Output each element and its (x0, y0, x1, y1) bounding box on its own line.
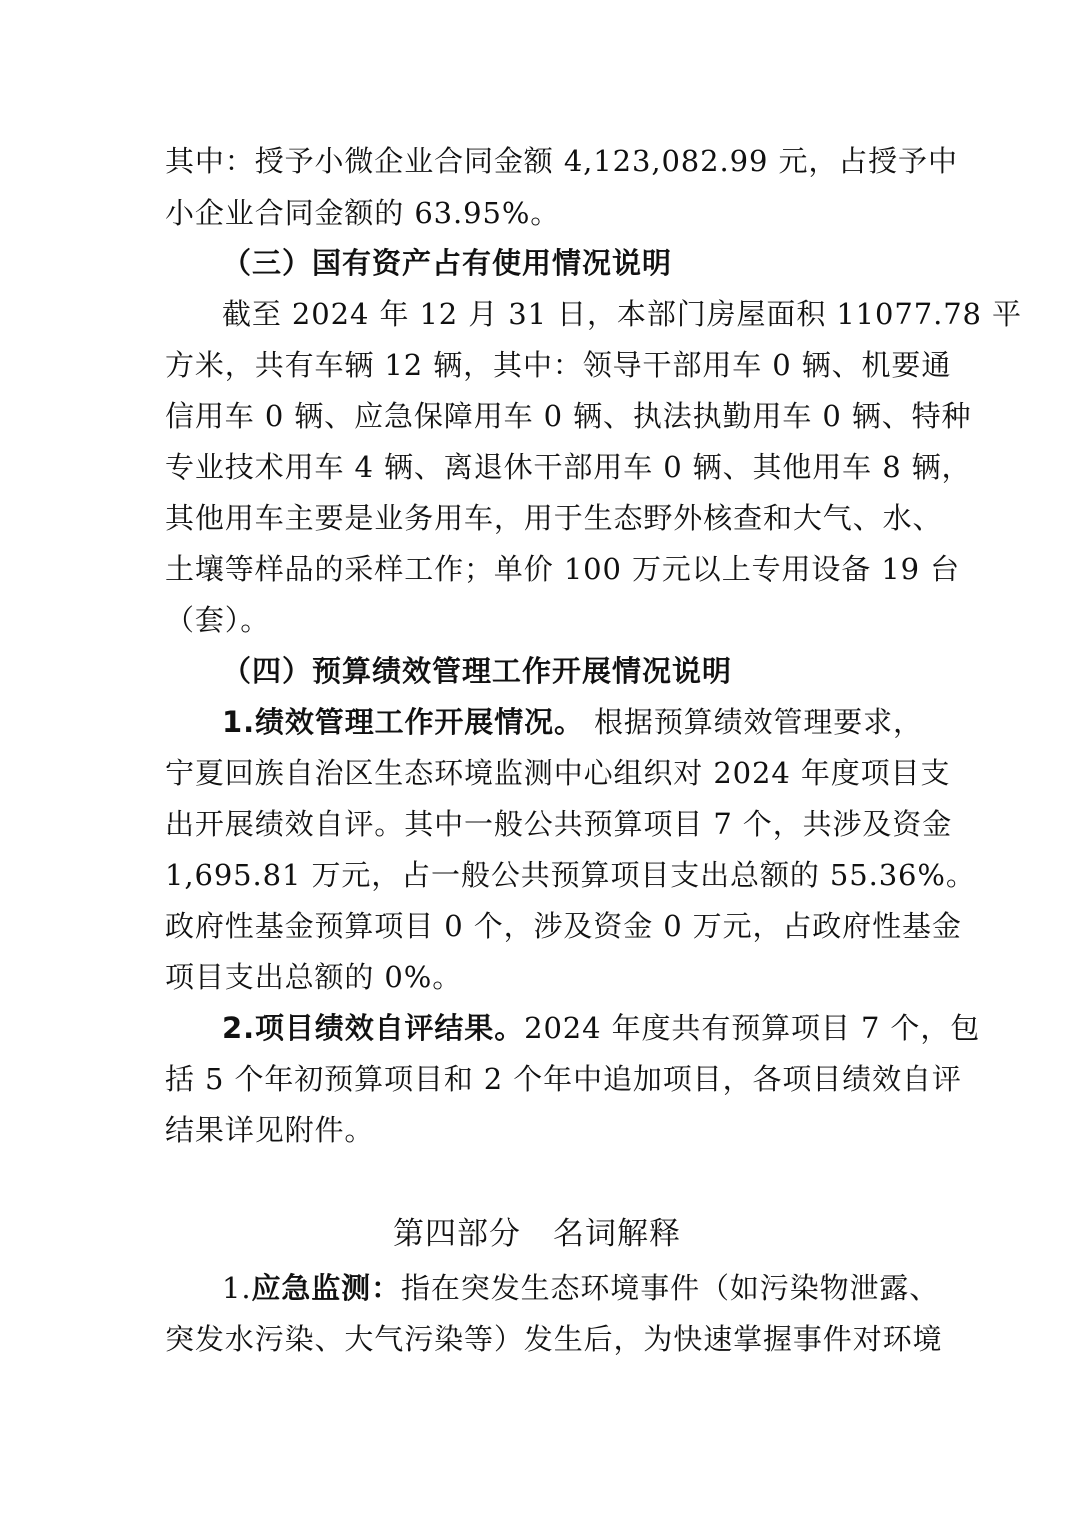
section-heading-4: （四）预算绩效管理工作开展情况说明 (222, 654, 733, 688)
body-line: 专业技术用车 4 辆、离退休干部用车 0 辆、其他用车 8 辆， (165, 450, 972, 484)
body-line: 政府性基金预算项目 0 个，涉及资金 0 万元，占政府性基金 (165, 909, 962, 943)
paragraph-1-text: 根据预算绩效管理要求， (583, 705, 923, 739)
body-line: 其他用车主要是业务用车，用于生态野外核查和大气、水、 (165, 501, 943, 535)
paragraph-2-first-line (222, 1010, 981, 1046)
body-line: 突发水污染、大气污染等）发生后，为快速掌握事件对环境 (165, 1322, 943, 1356)
body-line: 方米，共有车辆 12 辆，其中：领导干部用车 0 辆、机要通 (165, 348, 952, 382)
body-line: （套）。 (165, 603, 271, 637)
body-line: 项目支出总额的 0%。 (165, 960, 463, 994)
body-line: 出开展绩效自评。其中一般公共预算项目 7 个，共涉及资金 (165, 807, 953, 841)
paragraph-2-lead: 2.项目绩效自评结果。 (222, 1011, 525, 1045)
term-1-text: 指在突发生态环境事件（如污染物泄露、 (401, 1271, 940, 1305)
paragraph-1-first-line (222, 704, 923, 740)
term-1-first-line (222, 1270, 940, 1306)
paragraph-2-text: 2024 年度共有预算项目 7 个，包 (524, 1011, 981, 1045)
body-line: 其中：授予小微企业合同金额 4,123,082.99 元，占授予中 (165, 144, 958, 178)
body-line: 小企业合同金额的 63.95%。 (165, 196, 561, 230)
body-line: 宁夏回族自治区生态环境监测中心组织对 2024 年度项目支 (165, 756, 951, 790)
section-heading-3: （三）国有资产占有使用情况说明 (222, 246, 673, 280)
term-1-label: 应急监测： (251, 1271, 401, 1305)
term-1-number: 1. (222, 1271, 252, 1305)
part-four-title (0, 1215, 1074, 1253)
body-line: 括 5 个年初预算项目和 2 个年中追加项目，各项目绩效自评 (165, 1062, 962, 1096)
body-line: 信用车 0 辆、应急保障用车 0 辆、执法执勤用车 0 辆、特种 (165, 399, 972, 433)
body-line: 结果详见附件。 (165, 1113, 375, 1147)
part-four-title-text: 第四部分 名词解释 (393, 1216, 681, 1252)
body-line: 截至 2024 年 12 月 31 日，本部门房屋面积 11077.78 平 (222, 297, 1022, 331)
paragraph-1-lead: 1.绩效管理工作开展情况。 (222, 705, 584, 739)
body-line: 1,695.81 万元，占一般公共预算项目支出总额的 55.36%。 (165, 858, 976, 892)
body-line: 土壤等样品的采样工作；单价 100 万元以上专用设备 19 台 (165, 552, 961, 586)
